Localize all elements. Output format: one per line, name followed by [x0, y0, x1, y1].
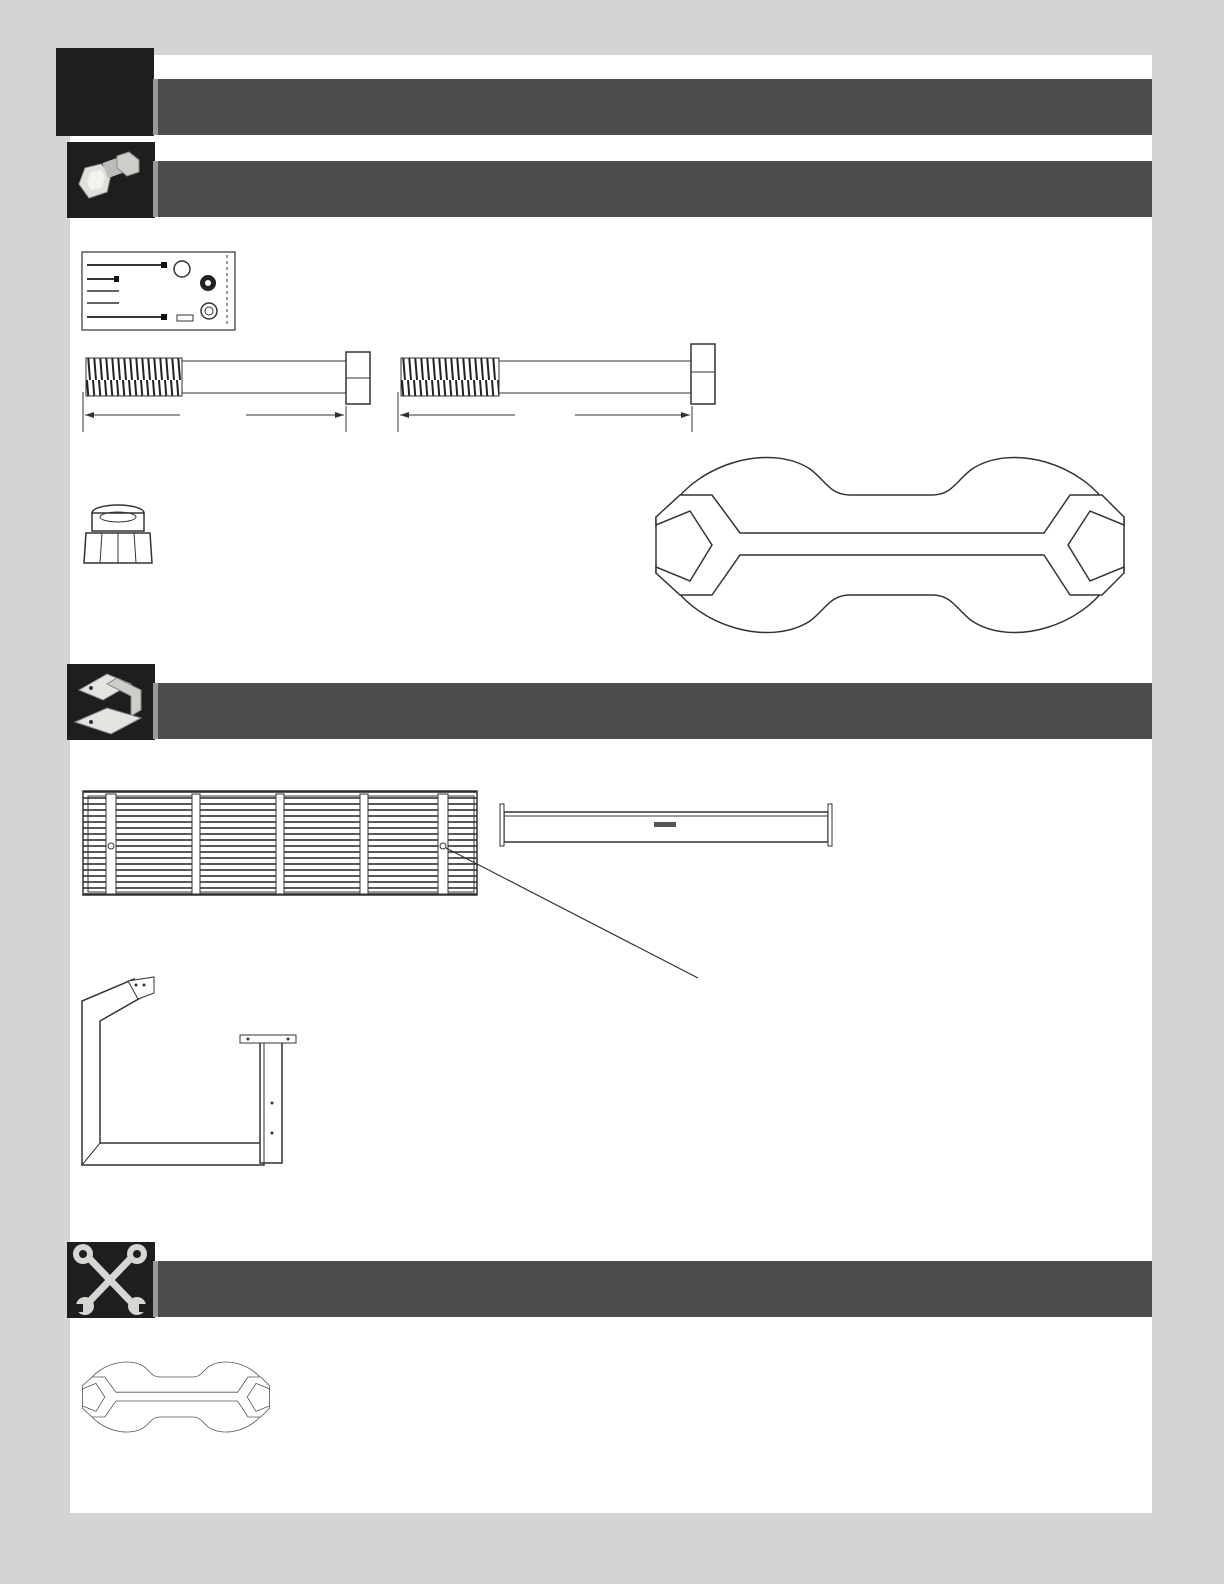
lock-nut-icon	[82, 503, 154, 569]
parts-section-icon-box	[67, 664, 155, 740]
header-band	[158, 79, 1152, 135]
bolt-icon	[395, 342, 725, 434]
tools-band	[158, 1261, 1152, 1317]
tools-section-icon-box	[67, 1242, 155, 1318]
parts-band	[158, 683, 1152, 739]
frame-bracket-icon	[78, 975, 298, 1169]
bracket-icon	[67, 664, 155, 740]
wrench-icon	[650, 447, 1130, 643]
wrench-tool-icon	[80, 1357, 272, 1437]
panel-icon	[82, 790, 482, 898]
callout-leader-line	[440, 840, 710, 990]
cross-beam-icon	[498, 800, 838, 850]
hardware-card-icon	[81, 251, 237, 333]
hardware-section-icon-box	[67, 142, 155, 218]
step-number-block	[56, 48, 154, 136]
hardware-band	[158, 161, 1152, 217]
long-bolt-icon	[80, 342, 380, 434]
crossed-wrenches-icon	[67, 1242, 155, 1318]
bolt-nut-icon	[67, 142, 155, 218]
